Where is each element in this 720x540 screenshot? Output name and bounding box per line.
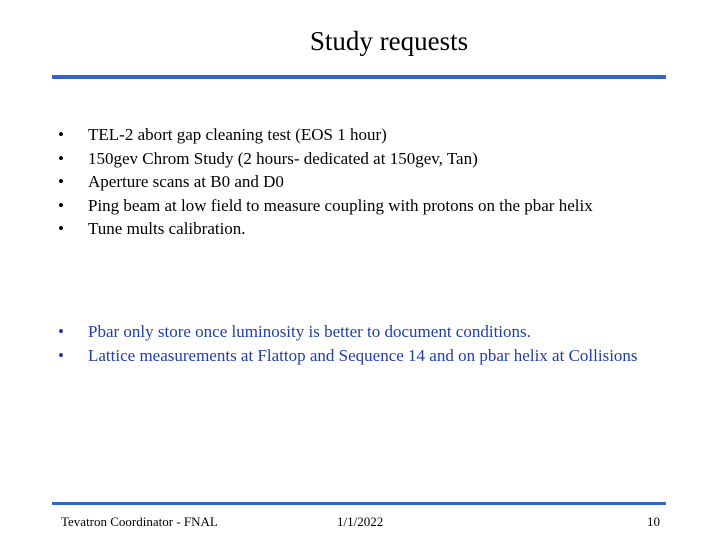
bullet-item [58, 217, 668, 241]
bullet-text: 150gev Chrom Study (2 hours- dedicated at 150gev, Tan) [88, 148, 478, 168]
bullet-icon: • [58, 195, 64, 215]
page-number: 10 [647, 514, 660, 529]
bullet-icon: • [58, 125, 64, 144]
bullet-text: Aperture scans at B0 and D0 [88, 172, 284, 191]
bullet-item [58, 170, 668, 194]
bullet-icon: • [58, 345, 64, 365]
bullet-icon: • [58, 148, 64, 168]
bullet-item [58, 123, 668, 147]
bullet-icon: • [58, 172, 64, 191]
bullet-text: Pbar only store once luminosity is better to document conditions. [88, 322, 531, 341]
bullet-text: TEL-2 abort gap cleaning test (EOS 1 hour) [88, 125, 387, 144]
title-divider [52, 75, 666, 79]
bullet-text: Lattice measurements at Flattop and Sequence 14 and on pbar helix at Collisions [88, 345, 638, 365]
bullet-icon: • [58, 219, 64, 238]
bullet-icon: • [58, 322, 64, 341]
bullet-item [58, 147, 668, 171]
bullet-item [58, 344, 668, 368]
footer-date: 1/1/2022 [337, 514, 384, 529]
slide-title: Study requests [309, 26, 469, 56]
bullet-text: Ping beam at low field to measure coupling with protons on the pbar helix [88, 195, 593, 215]
bullet-item [58, 320, 668, 344]
footer-presenter: Tevatron Coordinator - FNAL [61, 514, 218, 529]
bullet-list-requests [58, 123, 668, 241]
bullet-list-highlighted [58, 320, 668, 367]
footer-divider [52, 502, 666, 505]
bullet-text: Tune mults calibration. [88, 219, 246, 238]
bullet-item [58, 194, 668, 218]
